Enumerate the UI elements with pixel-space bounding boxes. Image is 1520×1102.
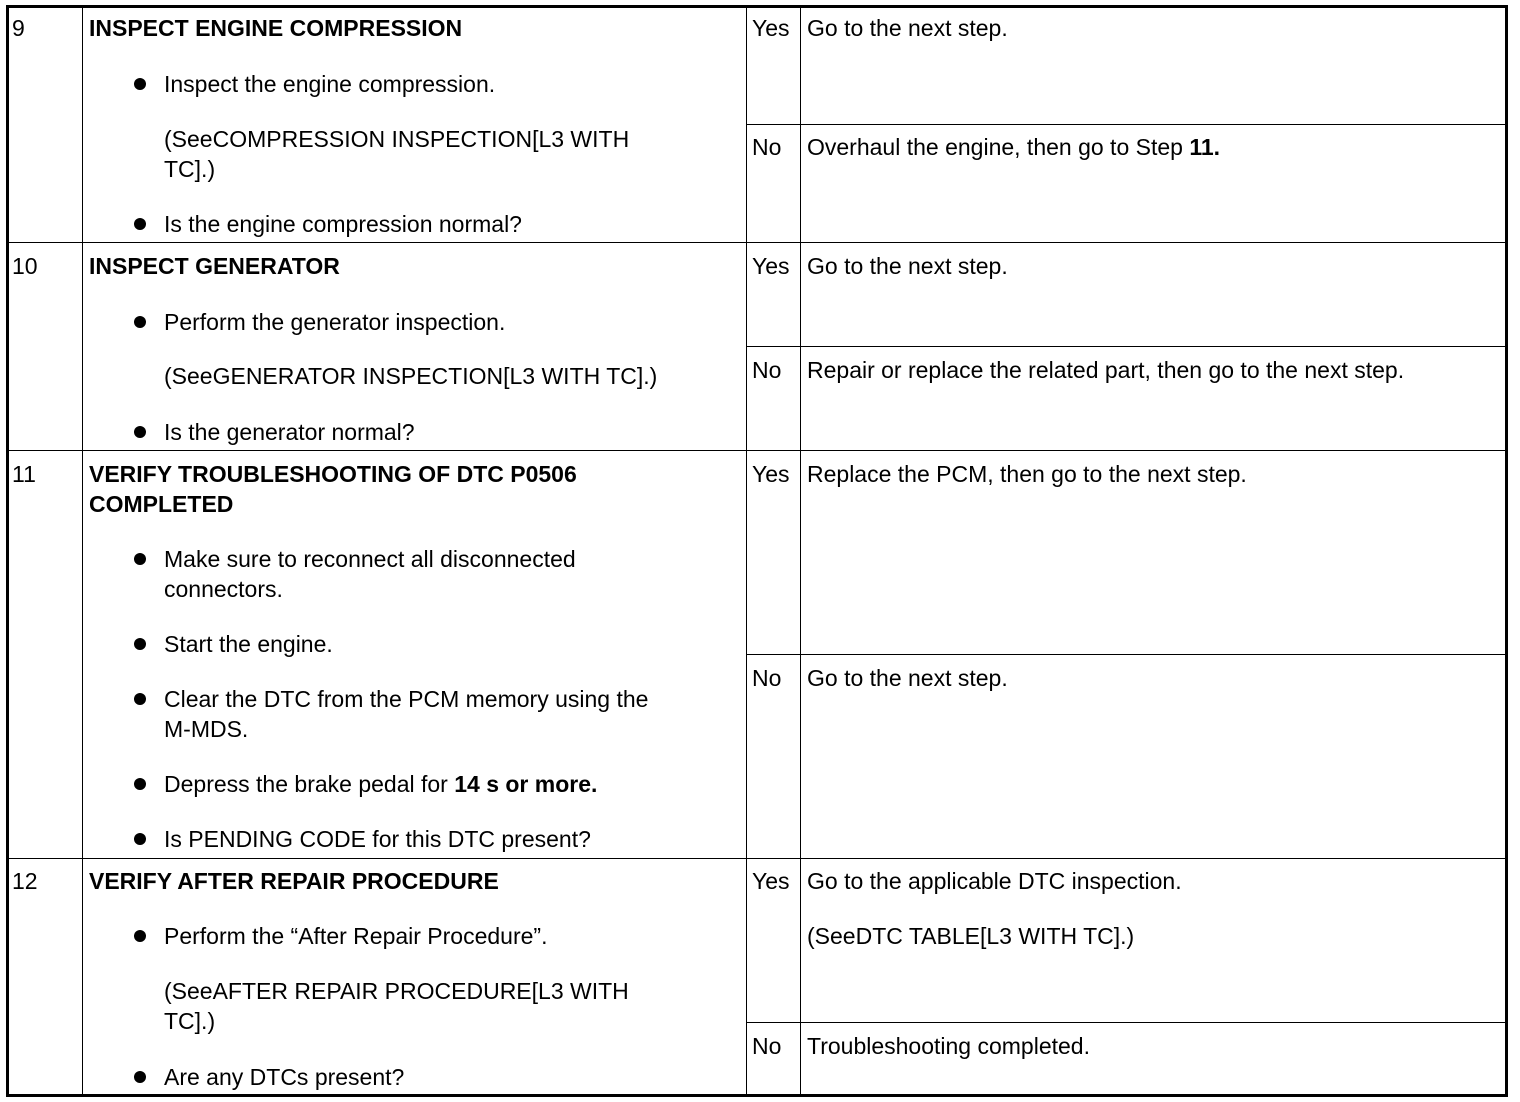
bullet-icon — [134, 1071, 146, 1083]
no-action: Repair or replace the related part, then go to the next step. — [807, 357, 1405, 383]
step-number: 10 — [12, 253, 38, 279]
yes-no-divider — [746, 654, 1508, 655]
table-border-right — [1505, 5, 1508, 1097]
brake-text: Depress the brake pedal for — [164, 771, 455, 797]
no-action: Go to the next step. — [807, 665, 1008, 691]
question-text: Is PENDING CODE for this DTC present? — [164, 826, 591, 852]
bullet-icon — [134, 930, 146, 942]
instruction-text: connectors. — [164, 576, 283, 602]
yes-label: Yes — [752, 15, 790, 41]
reference-text: (SeeCOMPRESSION INSPECTION[L3 WITH — [164, 126, 630, 152]
no-label: No — [752, 665, 782, 691]
reference-text: (SeeGENERATOR INSPECTION[L3 WITH TC].) — [164, 363, 658, 389]
row-divider — [6, 858, 1508, 859]
reference-text: TC].) — [164, 156, 216, 182]
column-divider — [800, 5, 801, 1097]
bullet-icon — [134, 693, 146, 705]
yes-label: Yes — [752, 461, 790, 487]
instruction-text: Start the engine. — [164, 631, 333, 657]
yes-no-divider — [746, 346, 1508, 347]
instruction-text: Clear the DTC from the PCM memory using the — [164, 686, 649, 712]
question-text: Is the engine compression normal? — [164, 211, 522, 237]
yes-label: Yes — [752, 253, 790, 279]
instruction-text: Inspect the engine compression. — [164, 71, 496, 97]
step-number: 9 — [12, 15, 25, 41]
step-reference: 11. — [1189, 134, 1221, 160]
column-divider — [82, 5, 83, 1097]
step-number: 12 — [12, 868, 38, 894]
table-border-left — [6, 5, 9, 1097]
bullet-icon — [134, 778, 146, 790]
column-divider — [746, 5, 747, 1097]
instruction-text: Make sure to reconnect all disconnected — [164, 546, 576, 572]
step-title: COMPLETED — [89, 491, 234, 517]
instruction-text: M-MDS. — [164, 716, 249, 742]
question-text: Are any DTCs present? — [164, 1064, 405, 1090]
no-label: No — [752, 357, 782, 383]
step-title: INSPECT GENERATOR — [89, 253, 340, 279]
question-text: Is the generator normal? — [164, 419, 415, 445]
instruction-text: Perform the generator inspection. — [164, 309, 506, 335]
step-number: 11 — [12, 461, 36, 487]
step-title: VERIFY AFTER REPAIR PROCEDURE — [89, 868, 499, 894]
table-border-top — [6, 5, 1508, 8]
bullet-icon — [134, 426, 146, 438]
no-label: No — [752, 134, 782, 160]
yes-action: Go to the next step. — [807, 253, 1008, 279]
instruction-text — [164, 769, 597, 799]
yes-no-divider — [746, 124, 1508, 125]
bullet-icon — [134, 638, 146, 650]
reference-text: (SeeAFTER REPAIR PROCEDURE[L3 WITH — [164, 978, 629, 1004]
yes-label: Yes — [752, 868, 790, 894]
no-action: Troubleshooting completed. — [807, 1033, 1090, 1059]
no-label: No — [752, 1033, 782, 1059]
brake-duration: 14 s or more. — [454, 771, 598, 797]
row-divider — [6, 450, 1508, 451]
step-title: VERIFY TROUBLESHOOTING OF DTC P0506 — [89, 461, 577, 487]
instruction-text: Perform the “After Repair Procedure”. — [164, 923, 548, 949]
bullet-icon — [134, 553, 146, 565]
table-border-bottom — [6, 1094, 1508, 1097]
bullet-icon — [134, 833, 146, 845]
bullet-icon — [134, 78, 146, 90]
yes-action-reference: (SeeDTC TABLE[L3 WITH TC].) — [807, 923, 1135, 949]
bullet-icon — [134, 218, 146, 230]
row-divider — [6, 242, 1508, 243]
yes-action: Replace the PCM, then go to the next step. — [807, 461, 1247, 487]
step-title: INSPECT ENGINE COMPRESSION — [89, 15, 463, 41]
no-action — [807, 132, 1220, 162]
yes-action: Go to the applicable DTC inspection. — [807, 868, 1182, 894]
yes-action: Go to the next step. — [807, 15, 1008, 41]
no-action-text: Overhaul the engine, then go to Step — [807, 134, 1190, 160]
yes-no-divider — [746, 1022, 1508, 1023]
reference-text: TC].) — [164, 1008, 216, 1034]
bullet-icon — [134, 316, 146, 328]
